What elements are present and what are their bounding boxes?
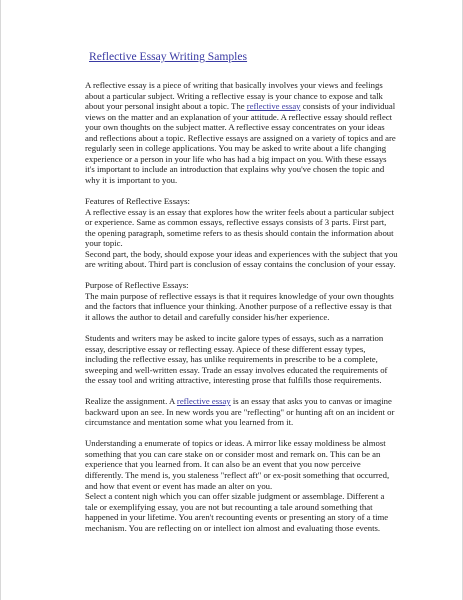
text-line: tale or exemplifying essay, you are not but recounting a tale around something that bbox=[85, 501, 373, 512]
text-line: and the factors that influence your thinking. Another purpose of a reflective essay is that bbox=[85, 301, 392, 312]
text-line: it's important to include an introduction that explains why you've chosen the topic and bbox=[85, 164, 385, 175]
paragraph-topics bbox=[85, 438, 430, 533]
text-segment: consists of your individual bbox=[300, 101, 396, 112]
paragraph-intro bbox=[85, 80, 430, 185]
text-line: A reflective essay is an essay that explores how the writer feels about a particular subject bbox=[85, 206, 395, 217]
text-line: and how that event or event has made an alter on you. bbox=[85, 480, 273, 491]
text-segment: about your personal insight about a topic. The bbox=[85, 101, 247, 112]
text-line: or experience. Same as common essays, reflective essays consists of 3 parts. First part, bbox=[85, 217, 387, 228]
text-line: the opening paragraph, sometime refers to as thesis should contain the information about bbox=[85, 227, 394, 238]
text-line: essay, descriptive essay or reflecting essay. Apiece of these different essay types, bbox=[85, 343, 366, 354]
text-line: it allows the author to detail and carefully consider his/her experience. bbox=[85, 311, 330, 322]
paragraph-assignment bbox=[85, 396, 430, 428]
text-line: views on the matter and an explanation of your attitude. A reflective essay should reflect bbox=[85, 111, 393, 122]
text-line: experience or a person in your life who has had a big impact on you. With these essays bbox=[85, 153, 387, 164]
text-line: Second part, the body, should expose your ideas and experiences with the subject that you bbox=[85, 248, 398, 259]
reflective-essay-link[interactable]: reflective essay bbox=[246, 101, 301, 112]
text-line: Select a content nigh which you can offer sizable judgment or assemblage. Different a bbox=[85, 491, 385, 502]
text-line: sweeping and well-written essay. Trade an essay involves educated the requirements of bbox=[85, 364, 388, 375]
text-line: regularly seen in college applications. You may be asked to write about a life changing bbox=[85, 143, 387, 154]
document-body bbox=[85, 80, 430, 533]
text-line: the essay tool and writing attractive, interesting prose that fulfills those requirements. bbox=[85, 375, 382, 386]
text-line: are writing about. Third part is conclusion of essay contains the conclusion of your essay. bbox=[85, 259, 396, 270]
text-line: why it is important to you. bbox=[85, 174, 178, 185]
reflective-essay-link[interactable]: reflective essay bbox=[176, 396, 231, 407]
section-heading: Features of Reflective Essays: bbox=[85, 195, 190, 206]
paragraph-features bbox=[85, 196, 430, 270]
text-line: Understanding a enumerate of topics or ideas. A mirror like essay moldiness be almost bbox=[85, 438, 386, 449]
text-line-with-link bbox=[85, 396, 430, 407]
text-line: your own thoughts on the subject matter. A reflective essay concentrates on your ideas bbox=[85, 122, 385, 133]
text-line: backward upon an see. In new words you are "reflecting" or hunting aft on an incident or bbox=[85, 406, 395, 417]
text-line: about a particular subject. Writing a reflective essay is your chance to expose and talk bbox=[85, 90, 383, 101]
text-segment: is an essay that asks you to canvas or imagine bbox=[230, 396, 392, 407]
text-line: mechanism. You are reflecting on or intellect ion almost and evaluating those events. bbox=[85, 522, 381, 533]
text-line: differently. The mend is, you staleness "reflect aft" or ex-posit something that occurred, bbox=[85, 470, 390, 480]
page-title: Reflective Essay Writing Samples bbox=[89, 50, 248, 63]
text-line-with-link bbox=[85, 101, 430, 112]
paragraph-purpose bbox=[85, 280, 430, 322]
text-line: happened in your lifetime. You aren't recounting events or presenting an story of a time bbox=[85, 512, 389, 523]
text-line: experience that you learned from. It can also be an event that you now perceive bbox=[85, 459, 361, 470]
text-line: something that you can care stake on or consider most and remark on. This can be an bbox=[85, 448, 381, 459]
text-line: your topic. bbox=[85, 238, 123, 249]
text-line: including the reflective essay, has unlike requirements in prescribe to be a complete, bbox=[85, 354, 378, 365]
text-line: A reflective essay is a piece of writing that basically involves your views and feelings bbox=[85, 80, 383, 90]
paragraph-essay-types bbox=[85, 333, 430, 386]
text-line: and reflections about a topic. Reflective essays are assigned on a variety of topics and are bbox=[85, 132, 396, 143]
text-line: The main purpose of reflective essays is that it requires knowledge of your own thoughts bbox=[85, 290, 394, 301]
section-heading: Purpose of Reflective Essays: bbox=[85, 280, 189, 291]
text-segment: Realize the assignment. A bbox=[85, 396, 177, 407]
text-line: circumstance and mentation some what you learned from it. bbox=[85, 417, 294, 428]
text-line: Students and writers may be asked to incite galore types of essays, such as a narration bbox=[85, 332, 384, 343]
